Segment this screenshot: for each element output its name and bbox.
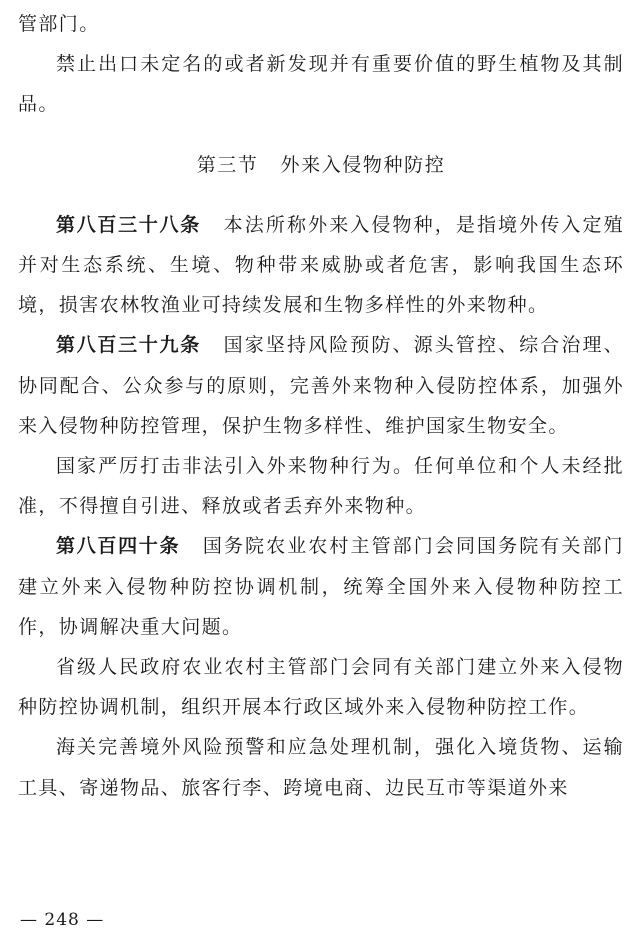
paragraph-text: 国家严厉打击非法引入外来物种行为。任何单位和个人未经批准，不得擅自引进、释放或者丢弃外来物种。 bbox=[18, 455, 624, 518]
section-title: 外来入侵物种防控 bbox=[280, 153, 446, 176]
paragraph-illegal-introduction bbox=[18, 446, 624, 526]
article-label: 第八百三十八条 bbox=[56, 213, 201, 236]
paragraph-text: 管部门。 bbox=[18, 13, 100, 35]
article-839 bbox=[18, 325, 624, 446]
paragraph-text: 禁止出口未定名的或者新发现并有重要价值的野生植物及其制品。 bbox=[18, 53, 624, 116]
paragraph-customs bbox=[18, 727, 624, 807]
paragraph-continuation bbox=[18, 4, 624, 44]
paragraph-text: 海关完善境外风险预警和应急处理机制，强化入境货物、运输工具、寄递物品、旅客行李、跨境电商、边民互市等渠道外来 bbox=[18, 736, 624, 799]
article-838 bbox=[18, 205, 624, 326]
paragraph-provincial-mechanism bbox=[18, 647, 624, 727]
paragraph-export-ban bbox=[18, 44, 624, 124]
article-text: 国务院农业农村主管部门会同国务院有关部门建立外来入侵物种防控协调机制，统筹全国外来入侵物种防控工作，协调解决重大问题。 bbox=[18, 535, 624, 638]
article-text: 国家坚持风险预防、源头管控、综合治理、协同配合、公众参与的原则，完善外来物种入侵防控体系，加强外来入侵物种防控管理，保护生物多样性、维护国家生物安全。 bbox=[18, 334, 624, 437]
article-840 bbox=[18, 526, 624, 647]
page-number: — 248 — bbox=[20, 910, 105, 930]
section-heading bbox=[18, 145, 624, 185]
section-number: 第三节 bbox=[196, 153, 259, 176]
article-label: 第八百四十条 bbox=[56, 535, 181, 558]
article-label: 第八百三十九条 bbox=[56, 334, 201, 357]
article-text: 本法所称外来入侵物种，是指境外传入定殖并对生态系统、生境、物种带来威胁或者危害，影响我国生态环境，损害农林牧渔业可持续发展和生物多样性的外来物种。 bbox=[18, 213, 624, 317]
paragraph-text: 省级人民政府农业农村主管部门会同有关部门建立外来入侵物种防控协调机制，组织开展本行政区域外来入侵物种防控工作。 bbox=[18, 656, 624, 719]
body-text bbox=[18, 4, 624, 808]
